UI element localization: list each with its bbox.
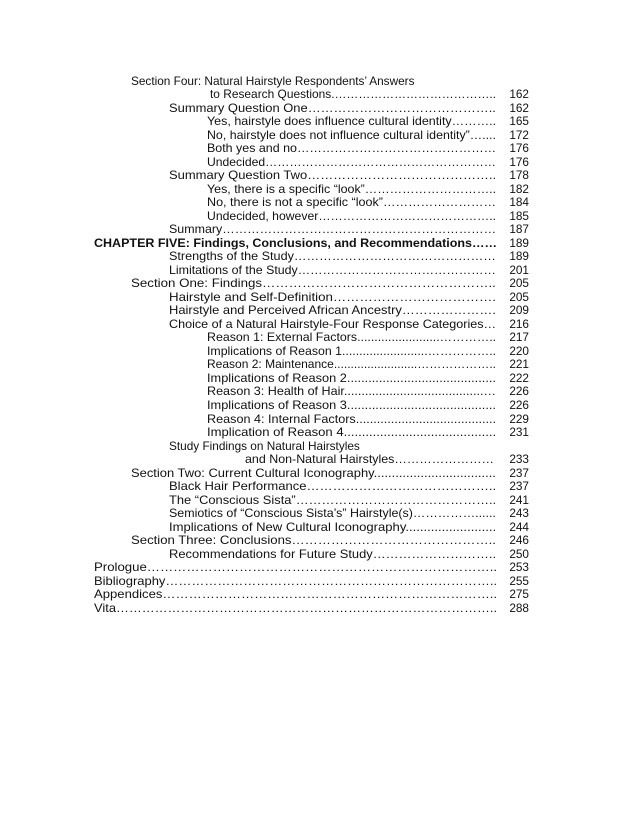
toc-entry-page-number: 237 [509,465,529,480]
toc-entry-page-number: 241 [509,492,529,507]
toc-entry-page-number: 243 [509,506,529,521]
toc-entry [0,439,638,453]
toc-entry [0,317,638,331]
toc-entry [0,74,638,88]
toc-entry-title: Prologue…………………………………………………………………….. [94,560,498,575]
toc-entry-title: Strengths of the Study………………………………………… [169,249,496,264]
toc-entry-title: Study Findings on Natural Hairstyles [169,438,360,453]
toc-entry-page-number: 233 [509,452,529,467]
toc-entry [0,195,638,209]
toc-entry-title: Appendices………………………………………………………………….. [94,587,498,602]
toc-entry-title: Reason 3: Health of Hair........................................… [207,384,497,399]
toc-entry-page-number: 288 [509,600,529,615]
toc-entry [0,506,638,520]
toc-entry-title: Yes, hairstyle does influence cultural identity……….. [207,114,497,129]
toc-entry-title: Reason 2: Maintenance.........................……………….. [207,357,497,372]
toc-entry-title: Implication of Reason 4.......................................... [207,425,497,440]
toc-entry [0,182,638,196]
toc-entry-title: and Non-Natural Hairstyles…………………… [245,452,494,467]
toc-entry-title: Both yes and no………………………………………… [207,141,497,156]
toc-entry [0,344,638,358]
toc-entry-page-number: 244 [509,519,529,534]
toc-entry [0,425,638,439]
toc-entry-title: Recommendations for Future Study……………………….. [169,546,497,561]
toc-entry [0,533,638,547]
toc-entry-title: Reason 4: Internal Factors........................................ [207,411,497,426]
toc-entry-title: Section One: Findings…………………………………………….. [131,276,496,291]
toc-entry [0,412,638,426]
toc-entry [0,398,638,412]
toc-entry-title: Summary Question One…………………………………….. [169,100,496,115]
toc-entry-title: Hairstyle and Perceived African Ancestry…………………. [169,303,496,318]
toc-entry [0,209,638,223]
toc-entry-page-number: 176 [509,154,529,169]
toc-entry-title: No, there is not a specific “look”……………………… [207,195,497,210]
toc-entry-page-number: 185 [509,208,529,223]
toc-entry-page-number: 226 [509,384,529,399]
toc-entry [0,290,638,304]
toc-entry-title: Summary………………………………………………………… [169,222,497,237]
toc-entry-page-number: 275 [509,587,529,602]
toc-entry [0,303,638,317]
toc-entry [0,101,638,115]
toc-entry-page-number: 182 [509,181,529,196]
toc-entry-title: to Research Questions.………………………………….. [210,87,497,102]
toc-entry-title: Undecided, however…………………………………….. [207,208,497,223]
toc-entry-page-number: 176 [509,141,529,156]
toc-entry [0,236,638,250]
toc-entry [0,493,638,507]
toc-entry [0,384,638,398]
toc-entry-page-number: 201 [509,262,529,277]
toc-entry [0,520,638,534]
toc-entry [0,479,638,493]
toc-entry [0,547,638,561]
toc-entry-page-number: 231 [509,425,529,440]
toc-entry [0,87,638,101]
toc-entry-page-number: 205 [509,276,529,291]
toc-entry-title: Black Hair Performance…………………………………….. [169,479,497,494]
toc-entry [0,276,638,290]
toc-entry [0,128,638,142]
toc-entry-title: Reason 1: External Factors........................………….. [207,330,497,345]
toc-entry-title: Summary Question Two…………………………………….. [169,168,497,183]
toc-entry [0,155,638,169]
toc-entry-title: Hairstyle and Self-Definition………………………………. [169,289,496,304]
toc-entry [0,141,638,155]
toc-entry-page-number: 216 [509,316,529,331]
toc-entry-title: Implications of Reason 2.......................................... [207,370,496,385]
toc-entry [0,371,638,385]
toc-entry-page-number: 255 [509,573,529,588]
toc-entry [0,587,638,601]
toc-entry-title: Section Four: Natural Hairstyle Respondents’ Answers [131,73,415,88]
toc-entry-page-number: 162 [509,87,529,102]
toc-entry-page-number: 209 [509,303,529,318]
toc-entry-title: Vita…………………………………………………………………………….. [94,600,498,615]
toc-entry [0,560,638,574]
toc-entry-page-number: 220 [509,343,529,358]
toc-entry-page-number: 172 [509,127,529,142]
toc-entry-title: Yes, there is a specific “look”………………………….. [207,181,497,196]
toc-entry-page-number: 165 [509,114,529,129]
toc-entry-page-number: 184 [509,195,529,210]
toc-entry-page-number: 226 [509,397,529,412]
toc-entry-page-number: 222 [509,370,529,385]
toc-entry [0,222,638,236]
toc-entry-page-number: 250 [509,546,529,561]
toc-entry-page-number: 229 [509,411,529,426]
toc-entry-page-number: 189 [509,235,529,250]
toc-entry-title: CHAPTER FIVE: Findings, Conclusions, and Recommendations…… [94,235,497,250]
toc-entry [0,601,638,615]
toc-entry-title: Implications of Reason 1.........................…………….. [207,343,497,358]
toc-entry-title: No, hairstyle does not influence cultural identity”….... [207,127,496,142]
toc-entry-title: Implications of Reason 3.......................................... [207,397,496,412]
toc-entry-page-number: 246 [509,533,529,548]
toc-entry-title: The “Conscious Sista”……………………………………….. [169,492,497,507]
toc-entry-title: Bibliography………………………………………………………………….. [94,573,498,588]
toc-entry [0,466,638,480]
toc-entry-title: Section Two: Current Cultural Iconography.................................. [131,465,496,480]
toc-entry [0,574,638,588]
toc-entry-page-number: 253 [509,560,529,575]
toc-entry-page-number: 217 [509,330,529,345]
toc-entry-title: Implications of New Cultural Iconography......................... [169,519,497,534]
toc-entry-title: Undecided………………………………………………… [207,154,496,169]
toc-entry-page-number: 187 [509,222,529,237]
toc-entry-title: Section Three: Conclusions……………………………………….. [131,533,496,548]
toc-entry-title: Limitations of the Study………………………………………… [169,262,496,277]
toc-entry [0,263,638,277]
toc-entry-page-number: 237 [509,479,529,494]
toc-entry-page-number: 221 [509,357,529,372]
toc-entry [0,249,638,263]
toc-entry-title: Semiotics of “Conscious Sista’s” Hairstyle(s)……………...... [169,506,496,521]
toc-entry [0,114,638,128]
toc-entry-page-number: 189 [509,249,529,264]
toc-entry-page-number: 205 [509,289,529,304]
toc-entry [0,357,638,371]
toc-entry [0,168,638,182]
toc-entry-title: Choice of a Natural Hairstyle-Four Response Categories… [169,316,497,331]
toc-entry-page-number: 162 [509,100,529,115]
toc-entry [0,452,638,466]
toc-entry [0,330,638,344]
toc-entry-page-number: 178 [509,168,529,183]
